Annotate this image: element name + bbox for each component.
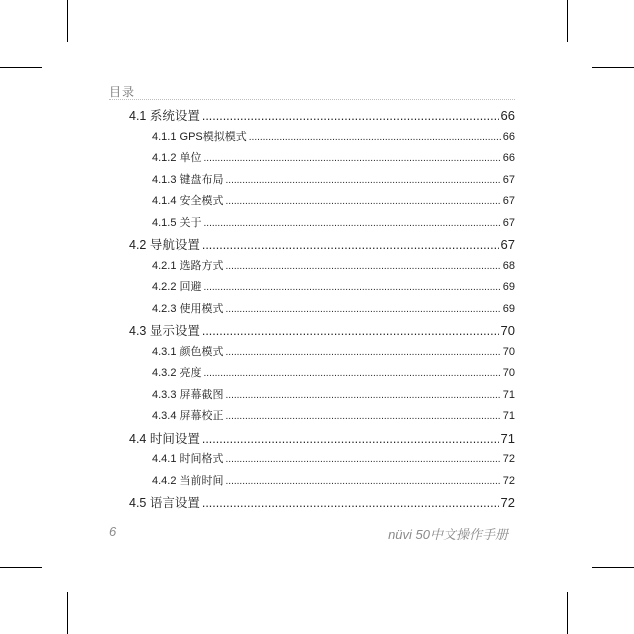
toc-entry-title: 4.5 语言设置 bbox=[129, 496, 200, 510]
dot-leader bbox=[202, 496, 499, 510]
toc-entry-page: 67 bbox=[502, 195, 515, 207]
toc-section-entry[interactable] bbox=[129, 493, 515, 513]
toc-entry-page: 72 bbox=[502, 453, 515, 465]
section-header: 目录 bbox=[109, 85, 136, 99]
dot-leader bbox=[249, 132, 501, 143]
toc-section-entry[interactable] bbox=[129, 429, 515, 449]
dot-leader bbox=[202, 324, 499, 338]
toc-entry-title: 4.1.3 键盘布局 bbox=[152, 173, 224, 186]
toc-entry-title: 4.3.1 颜色模式 bbox=[152, 345, 224, 358]
toc-entry-title: 4.1.1 GPS模拟模式 bbox=[152, 130, 247, 143]
toc-entry-page: 71 bbox=[502, 388, 515, 401]
toc-subsection-entry[interactable] bbox=[152, 149, 515, 169]
toc-entry-page: 71 bbox=[502, 410, 515, 422]
toc-entry-title: 4.3.3 屏幕截图 bbox=[152, 388, 224, 401]
toc-subsection-entry[interactable] bbox=[152, 300, 515, 320]
toc-entry-title: 4.2 导航设置 bbox=[129, 238, 200, 252]
toc-entry-page: 66 bbox=[502, 152, 515, 164]
toc-subsection-entry[interactable] bbox=[152, 171, 515, 191]
toc-entry-title: 4.2.1 选路方式 bbox=[152, 259, 224, 272]
toc-entry-page: 70 bbox=[500, 323, 515, 338]
toc-entry-page: 66 bbox=[502, 130, 515, 143]
toc-entry-page: 71 bbox=[500, 430, 515, 446]
toc-entry-title: 4.3.2 亮度 bbox=[152, 367, 202, 379]
toc-subsection-entry[interactable] bbox=[152, 343, 515, 363]
dot-leader bbox=[204, 153, 501, 164]
toc-entry-page: 67 bbox=[502, 173, 515, 186]
toc-section-entry[interactable] bbox=[129, 321, 515, 341]
toc-subsection-entry[interactable] bbox=[152, 278, 515, 298]
toc-entry-page: 68 bbox=[502, 259, 515, 272]
page-number: 6 bbox=[109, 524, 117, 539]
dot-leader bbox=[226, 454, 501, 465]
toc-entry-page: 69 bbox=[502, 281, 515, 293]
toc-subsection-entry[interactable] bbox=[152, 257, 515, 277]
toc-subsection-entry[interactable] bbox=[152, 128, 515, 148]
toc-subsection-entry[interactable] bbox=[152, 192, 515, 212]
dot-leader bbox=[202, 432, 499, 446]
toc-entry-title: 4.4 时间设置 bbox=[129, 431, 200, 446]
toc-entry-title: 4.1 系统设置 bbox=[129, 109, 200, 123]
toc-entry-title: 4.1.5 关于 bbox=[152, 216, 202, 229]
manual-title: nüvi 50中文操作手册 bbox=[388, 527, 508, 542]
toc-entry-page: 72 bbox=[500, 495, 515, 510]
toc-entry-page: 70 bbox=[502, 367, 515, 379]
toc-entry-title: 4.2.3 使用模式 bbox=[152, 302, 224, 315]
toc-subsection-entry[interactable] bbox=[152, 407, 515, 427]
toc-entry-page: 70 bbox=[502, 345, 515, 358]
toc-subsection-entry[interactable] bbox=[152, 450, 515, 470]
toc-subsection-entry[interactable] bbox=[152, 214, 515, 234]
dot-leader bbox=[202, 109, 499, 123]
toc-subsection-entry[interactable] bbox=[152, 386, 515, 406]
toc-entry-title: 4.3 显示设置 bbox=[129, 324, 200, 338]
toc-subsection-entry[interactable] bbox=[152, 472, 515, 492]
dot-leader bbox=[226, 196, 501, 207]
dot-leader bbox=[204, 282, 501, 293]
toc-entry-page: 67 bbox=[500, 237, 515, 252]
toc-entry-title: 4.4.1 时间格式 bbox=[152, 453, 224, 465]
dot-leader bbox=[226, 390, 501, 401]
dot-leader bbox=[226, 175, 501, 186]
dot-leader bbox=[226, 347, 501, 358]
toc-entry-page: 66 bbox=[500, 108, 515, 123]
dot-leader bbox=[226, 476, 501, 487]
toc-entry-title: 4.1.4 安全模式 bbox=[152, 195, 224, 207]
dot-leader bbox=[226, 304, 501, 315]
dot-leader bbox=[202, 238, 499, 252]
toc-subsection-entry[interactable] bbox=[152, 364, 515, 384]
dot-leader bbox=[204, 368, 501, 379]
dot-leader bbox=[226, 261, 501, 272]
toc-section-entry[interactable] bbox=[129, 106, 515, 126]
toc-entry-title: 4.2.2 回避 bbox=[152, 281, 202, 293]
dot-leader bbox=[204, 218, 501, 229]
toc-entry-page: 67 bbox=[502, 216, 515, 229]
dot-leader bbox=[226, 411, 501, 422]
toc-entry-page: 72 bbox=[502, 474, 515, 487]
toc-entry-page: 69 bbox=[502, 302, 515, 315]
toc-entry-title: 4.1.2 单位 bbox=[152, 152, 202, 164]
toc-entry-title: 4.4.2 当前时间 bbox=[152, 474, 224, 487]
toc-entry-title: 4.3.4 屏幕校正 bbox=[152, 410, 224, 422]
toc-section-entry[interactable] bbox=[129, 235, 515, 255]
